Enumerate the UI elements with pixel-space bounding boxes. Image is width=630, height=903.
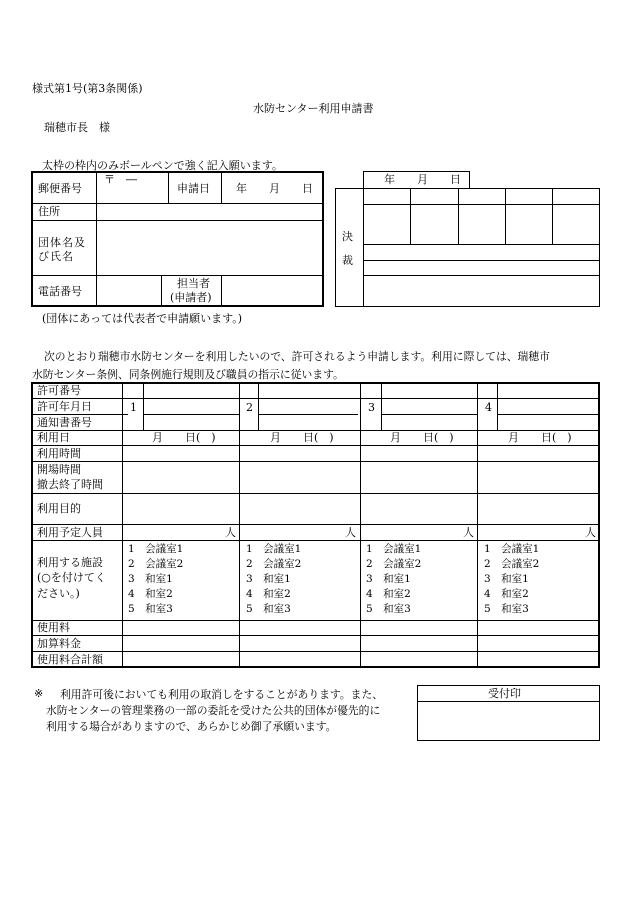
use-date-col-2: 月 日( ) (270, 431, 334, 444)
decision-label-2: 裁 (342, 254, 353, 267)
facility-item: 5 和室3 (366, 603, 411, 615)
footer-note-2: 水防センターの管理業務の一部の委託を受けた公共的団体が優先的に (46, 704, 381, 717)
col-number-2: 2 (246, 401, 253, 414)
facility-item: 1 会議室1 (484, 543, 540, 555)
facility-item: 3 和室1 (128, 573, 173, 585)
facility-item: 4 和室2 (246, 588, 291, 600)
people-unit-4: 人 (585, 526, 596, 539)
row-open-2: 撤去終了時間 (37, 478, 103, 491)
col-number-3: 3 (368, 401, 375, 414)
decision-label-1: 決 (342, 230, 353, 243)
use-date-col-3: 月 日( ) (390, 431, 454, 444)
facility-item: 5 和室3 (484, 603, 529, 615)
row-people: 利用予定人員 (37, 526, 103, 539)
request-text-1: 次のとおり瑞穂市水防センターを利用したいので、許可されるよう申請します。利用に際しては、瑞穂市 (44, 350, 550, 363)
row-total-fee: 使用料合計額 (37, 653, 103, 666)
facility-item: 2 会議室2 (246, 558, 302, 570)
row-fee: 使用料 (37, 621, 70, 634)
postal-label: 郵便番号 (38, 182, 82, 195)
person-label-1: 担当者 (177, 277, 210, 290)
facility-item: 5 和室3 (246, 603, 291, 615)
addressee: 瑞穂市長 様 (44, 121, 110, 134)
facility-item: 4 和室2 (484, 588, 529, 600)
row-use-time: 利用時間 (37, 447, 81, 460)
decision-date: 年 月 日 (384, 173, 461, 186)
people-unit-3: 人 (463, 526, 474, 539)
people-unit-1: 人 (225, 526, 236, 539)
facility-item: 1 会議室1 (366, 543, 422, 555)
postal-mark: 〒 ― (104, 173, 137, 186)
use-date-col-4: 月 日( ) (508, 431, 572, 444)
instruction-text: 太枠の枠内のみボールペンで強く記入願います。 (42, 159, 283, 172)
form-title: 水防センター利用申請書 (253, 102, 374, 115)
request-text-2: 水防センター条例、同条例施行規則及び職員の指示に従います。 (32, 368, 344, 381)
facility-item: 4 和室2 (366, 588, 411, 600)
phone-label: 電話番号 (38, 285, 82, 298)
facility-item: 2 会議室2 (484, 558, 540, 570)
facility-item: 4 和室2 (128, 588, 173, 600)
facility-item: 3 和室1 (484, 573, 529, 585)
row-permit-no: 許可番号 (37, 384, 81, 397)
row-facility-3: ださい。) (37, 587, 80, 600)
name-label-1: 団体名及 (38, 236, 86, 249)
row-extra-fee: 加算料金 (37, 637, 81, 650)
receipt-label: 受付印 (488, 687, 521, 700)
representative-note: (団体にあっては代表者で申請願います。) (42, 312, 243, 325)
facility-item: 3 和室1 (246, 573, 291, 585)
row-purpose: 利用目的 (37, 502, 81, 515)
facility-item: 1 会議室1 (246, 543, 302, 555)
facility-item: 3 和室1 (366, 573, 411, 585)
row-permit-date: 許可年月日 (37, 400, 92, 413)
person-label-2: (申請者) (170, 291, 212, 304)
facility-item: 2 会議室2 (128, 558, 184, 570)
facility-item: 5 和室3 (128, 603, 173, 615)
people-unit-2: 人 (345, 526, 356, 539)
row-facility-1: 利用する施設 (37, 556, 103, 569)
usage-table (31, 382, 600, 668)
decision-box (335, 188, 600, 307)
use-date-col-1: 月 日( ) (152, 431, 216, 444)
row-open-1: 開場時間 (37, 463, 81, 476)
footer-note-3: 利用する場合がありますので、あらかじめ御了承願います。 (46, 720, 337, 733)
apply-date-value: 年 月 日 (236, 182, 313, 195)
row-facility-2: (○を付けてく (37, 571, 106, 584)
footer-note-mark: ※ (34, 687, 44, 700)
col-number-1: 1 (130, 401, 137, 414)
name-label-2: び氏名 (38, 250, 74, 263)
facility-item: 1 会議室1 (128, 543, 184, 555)
col-number-4: 4 (485, 401, 492, 414)
footer-note-1: 利用許可後においても利用の取消しをすることがあります。また、 (60, 688, 384, 701)
row-use-date: 利用日 (37, 431, 70, 444)
facility-item: 2 会議室2 (366, 558, 422, 570)
address-label: 住所 (38, 205, 60, 218)
row-notice-no: 通知書番号 (37, 416, 92, 429)
form-number: 様式第1号(第3条関係) (32, 82, 143, 95)
apply-date-label: 申請日 (177, 182, 210, 195)
